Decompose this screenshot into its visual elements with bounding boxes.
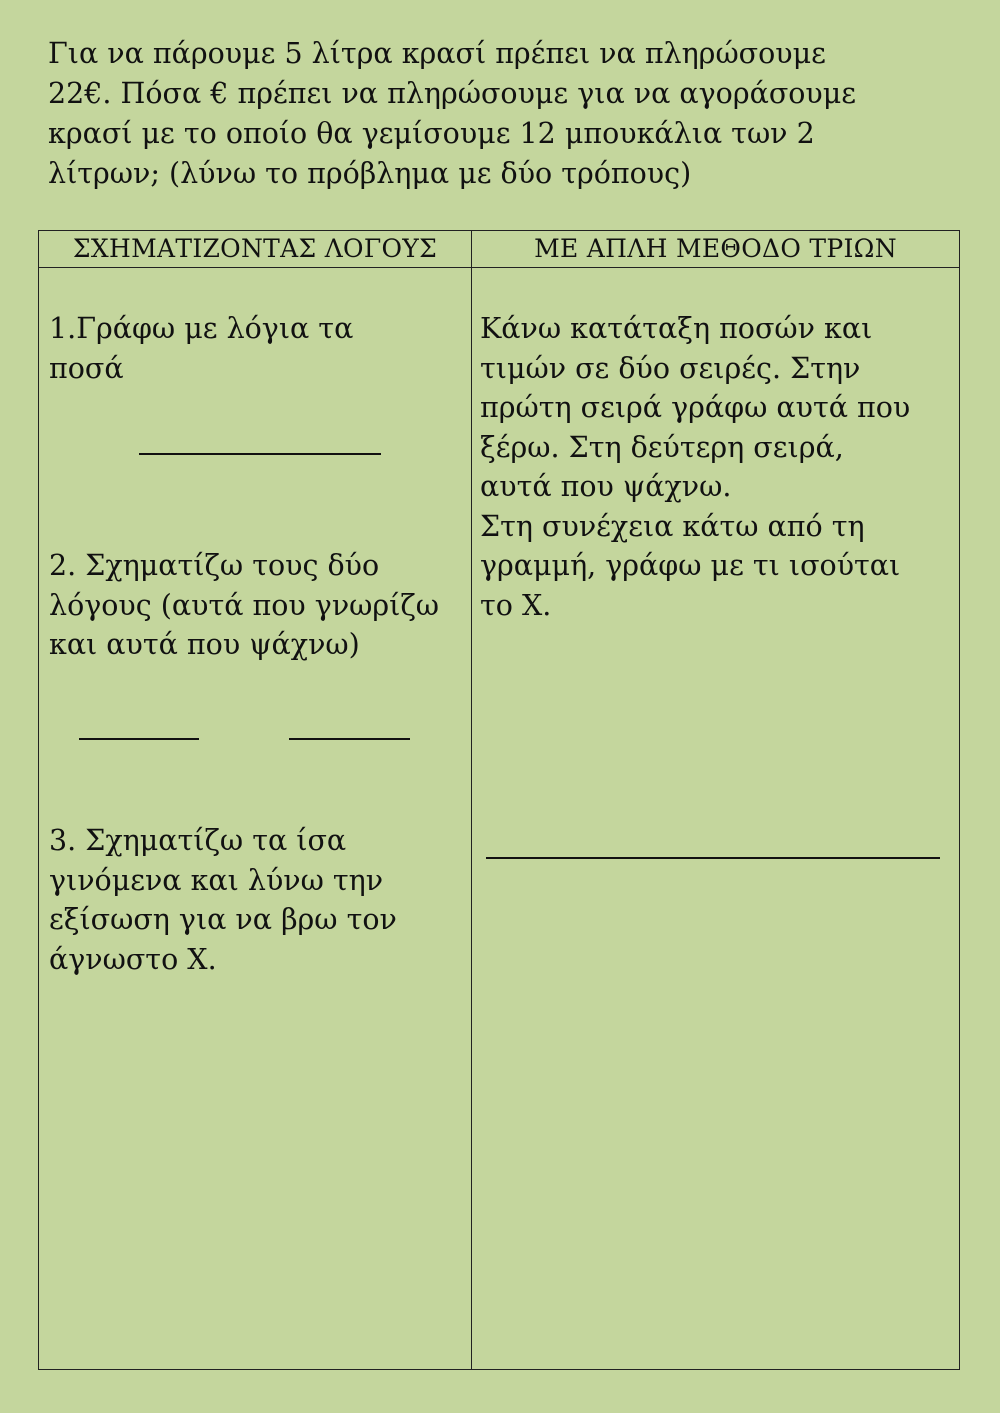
- step-1-answer-line: [139, 453, 381, 455]
- step-3-text: 3. Σχηματίζω τα ίσα γινόμενα και λύνω την εξίσωση για να βρω τον άγνωστο Χ.: [49, 824, 397, 976]
- column-divider: [471, 231, 472, 1369]
- rule-of-three-instructions: Κάνω κατάταξη ποσών και τιμών σε δύο σειρές. Στην πρώτη σειρά γράφω αυτά που ξέρω. Στη δεύτερη σειρά, αυτά που ψάχνω. Στη συνέχεια κάτω από τη γραμμή, γράφω με τι ισούται το Χ.: [480, 312, 911, 622]
- header-divider: [39, 267, 959, 268]
- solution-table: [38, 230, 960, 1370]
- rule-of-three-answer-line: [486, 857, 940, 859]
- step-1-text: 1.Γράφω με λόγια τα ποσά: [49, 312, 354, 385]
- problem-statement: Για να πάρουμε 5 λίτρα κρασί πρέπει να πληρώσουμε 22€. Πόσα € πρέπει να πληρώσουμε για να αγοράσουμε κρασί με το οποίο θα γεμίσουμε 12 μπουκάλια των 2 λίτρων; (λύνω το πρόβλημα με δύο τρόπους): [48, 37, 857, 190]
- header-rule-of-three-method: ΜΕ ΑΠΛΗ ΜΕΘΟΔΟ ΤΡΙΩΝ: [534, 234, 897, 263]
- step-2-ratio-line-left: [79, 738, 199, 740]
- step-2-text: 2. Σχηματίζω τους δύο λόγους (αυτά που γνωρίζω και αυτά που ψάχνω): [49, 549, 440, 661]
- header-ratios-method: ΣΧΗΜΑΤΙΖΟΝΤΑΣ ΛΟΓΟΥΣ: [72, 234, 438, 263]
- step-2-ratio-line-right: [289, 738, 410, 740]
